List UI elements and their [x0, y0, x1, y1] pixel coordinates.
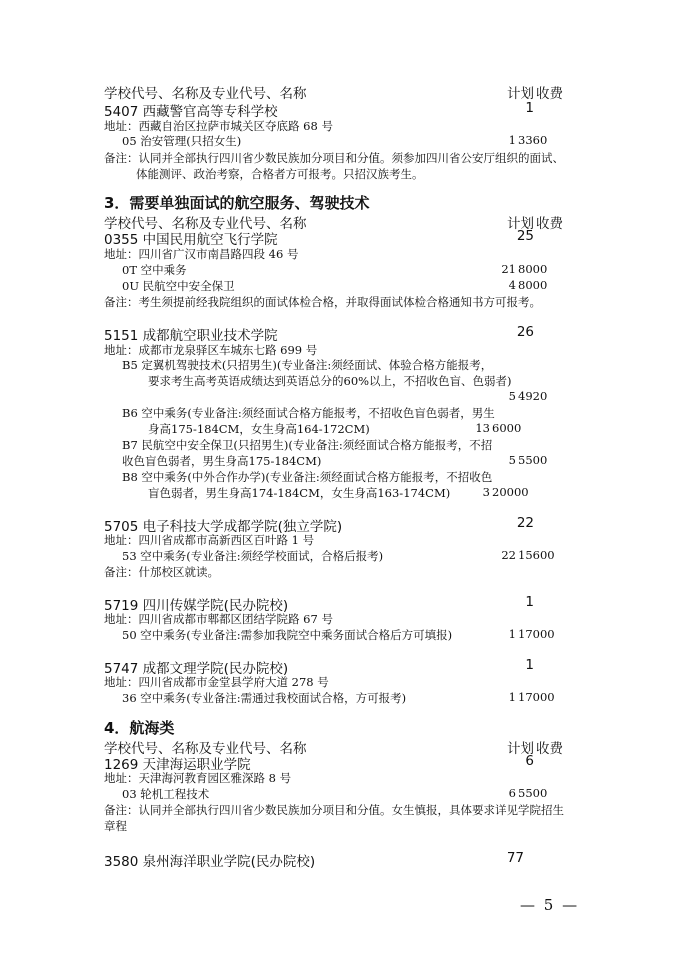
page-number: — 5 — — [520, 896, 580, 914]
school-address: 地址：成都市龙泉驿区车城东七路 699 号 — [104, 343, 318, 357]
major-row — [104, 133, 592, 151]
major-plan: 1 — [508, 627, 516, 641]
major-name: 0T 空中乘务 — [122, 263, 187, 277]
major-desc-line: B6 空中乘务(专业备注:须经面试合格方能报考，不招收色盲色弱者，男生 — [122, 406, 495, 420]
major-name: 03 轮机工程技术 — [122, 787, 210, 801]
header-fee: 收费 — [536, 216, 563, 232]
major-plan: 13 — [475, 421, 490, 435]
school-name: 5151 成都航空职业技术学院 — [104, 328, 278, 344]
note-line: 备注：认同并全部执行四川省少数民族加分项目和分值。女生慎报，具体要求详见学院招生 — [104, 803, 564, 817]
header-fee: 收费 — [536, 741, 563, 757]
major-desc-line: B7 民航空中安全保卫(只招男生)(专业备注:须经面试合格方能报考，不招 — [122, 438, 493, 452]
major-plan: 1 — [508, 690, 516, 704]
major-fee: 17000 — [518, 627, 555, 641]
major-desc-line: 收色盲色弱者，男生身高175-184CM) — [122, 454, 322, 468]
major-desc-line: B5 定翼机驾驶技术(只招男生)(专业备注:须经面试、体验合格方能报考， — [122, 358, 493, 372]
school-name: 5705 电子科技大学成都学院(独立学院) — [104, 519, 343, 535]
major-plan: 5 — [508, 389, 516, 403]
school-plan: 26 — [516, 324, 534, 340]
school-row — [104, 324, 574, 342]
major-fee: 4920 — [518, 389, 548, 403]
major-plan: 5 — [508, 453, 516, 467]
section-title: 3．需要单独面试的航空服务、驾驶技术 — [104, 194, 370, 212]
major-name: 0U 民航空中安全保卫 — [122, 279, 235, 293]
note-line: 备注：认同并全部执行四川省少数民族加分项目和分值。须参加四川省公安厅组织的面试、 — [104, 151, 564, 165]
major-fee: 17000 — [518, 690, 555, 704]
major-desc-line: 盲色弱者，男生身高174-184CM，女生身高163-174CM) — [148, 486, 451, 500]
major-name: 36 空中乘务(专业备注:需通过我校面试合格，方可报考) — [122, 691, 407, 705]
school-row — [104, 515, 574, 533]
header-plan: 计划 — [507, 741, 534, 757]
note-line: 备注：什邡校区就读。 — [104, 565, 219, 579]
school-plan: 1 — [525, 657, 534, 673]
major-row — [104, 690, 592, 708]
major-fee: 3360 — [518, 133, 548, 147]
school-address: 地址：四川省成都市高新西区百叶路 1 号 — [104, 533, 315, 547]
school-plan: 1 — [525, 594, 534, 610]
school-name: 5747 成都文理学院(民办院校) — [104, 661, 289, 677]
school-row — [104, 850, 574, 868]
major-desc-line: 身高175-184CM，女生身高164-172CM) — [148, 422, 370, 436]
school-row — [104, 753, 574, 771]
major-row — [104, 485, 618, 503]
major-name: 53 空中乘务(专业备注:须经学校面试，合格后报考) — [122, 549, 384, 563]
school-plan: 22 — [516, 515, 534, 531]
school-address: 地址：天津海河教育园区雅深路 8 号 — [104, 771, 292, 785]
major-fee: 15600 — [518, 548, 555, 562]
note-line: 备注：考生须提前经我院组织的面试体检合格，并取得面试体检合格通知书方可报考。 — [104, 295, 541, 309]
note-line: 章程 — [104, 819, 127, 833]
major-fee: 5500 — [518, 786, 548, 800]
major-plan: 3 — [482, 485, 490, 499]
major-fee: 20000 — [492, 485, 529, 499]
header-plan: 计划 — [507, 86, 534, 102]
note-line: 体能测评、政治考察，合格者方可报考。只招汉族考生。 — [136, 167, 424, 181]
school-plan: 25 — [516, 228, 534, 244]
major-fee: 5500 — [518, 453, 548, 467]
school-row — [104, 594, 574, 612]
school-plan: 77 — [506, 850, 524, 866]
major-fee: 8000 — [518, 262, 548, 276]
table-header — [104, 82, 574, 100]
header-plan: 计划 — [507, 216, 534, 232]
major-desc-line: B8 空中乘务(中外合作办学)(专业备注:须经面试合格方能报考，不招收色 — [122, 470, 493, 484]
school-row — [104, 228, 574, 246]
major-fee: 8000 — [518, 278, 548, 292]
major-row — [104, 627, 592, 645]
school-name: 3580 泉州海洋职业学院(民办院校) — [104, 854, 316, 870]
school-address: 地址：四川省成都市郫都区团结学院路 67 号 — [104, 612, 333, 626]
school-plan: 1 — [525, 100, 534, 116]
header-title: 学校代号、名称及专业代号、名称 — [104, 216, 307, 232]
major-fee: 6000 — [492, 421, 522, 435]
header-fee: 收费 — [536, 86, 563, 102]
section-title: 4．航海类 — [104, 719, 175, 737]
school-name: 5407 西藏警官高等专科学校 — [104, 104, 278, 120]
major-plan: 22 — [501, 548, 516, 562]
major-name: 50 空中乘务(专业备注:需参加我院空中乘务面试合格后方可填报) — [122, 628, 453, 642]
major-plan: 1 — [508, 133, 516, 147]
school-name: 5719 四川传媒学院(民办院校) — [104, 598, 289, 614]
major-plan: 21 — [501, 262, 516, 276]
school-address: 地址：四川省广汉市南昌路四段 46 号 — [104, 247, 299, 261]
school-row — [104, 100, 574, 118]
school-plan: 6 — [525, 753, 534, 769]
major-plan: 4 — [508, 278, 516, 292]
school-name: 1269 天津海运职业学院 — [104, 757, 251, 773]
school-address: 地址：西藏自治区拉萨市城关区夺底路 68 号 — [104, 119, 333, 133]
major-plan: 6 — [508, 786, 516, 800]
school-address: 地址：四川省成都市金堂县学府大道 278 号 — [104, 675, 329, 689]
school-name: 0355 中国民用航空飞行学院 — [104, 232, 278, 248]
header-title: 学校代号、名称及专业代号、名称 — [104, 86, 307, 102]
header-title: 学校代号、名称及专业代号、名称 — [104, 741, 307, 757]
major-name: 05 治安管理(只招女生) — [122, 134, 242, 148]
school-row — [104, 657, 574, 675]
major-desc-line: 要求考生高考英语成绩达到英语总分的60%以上，不招收色盲、色弱者) — [148, 374, 512, 388]
